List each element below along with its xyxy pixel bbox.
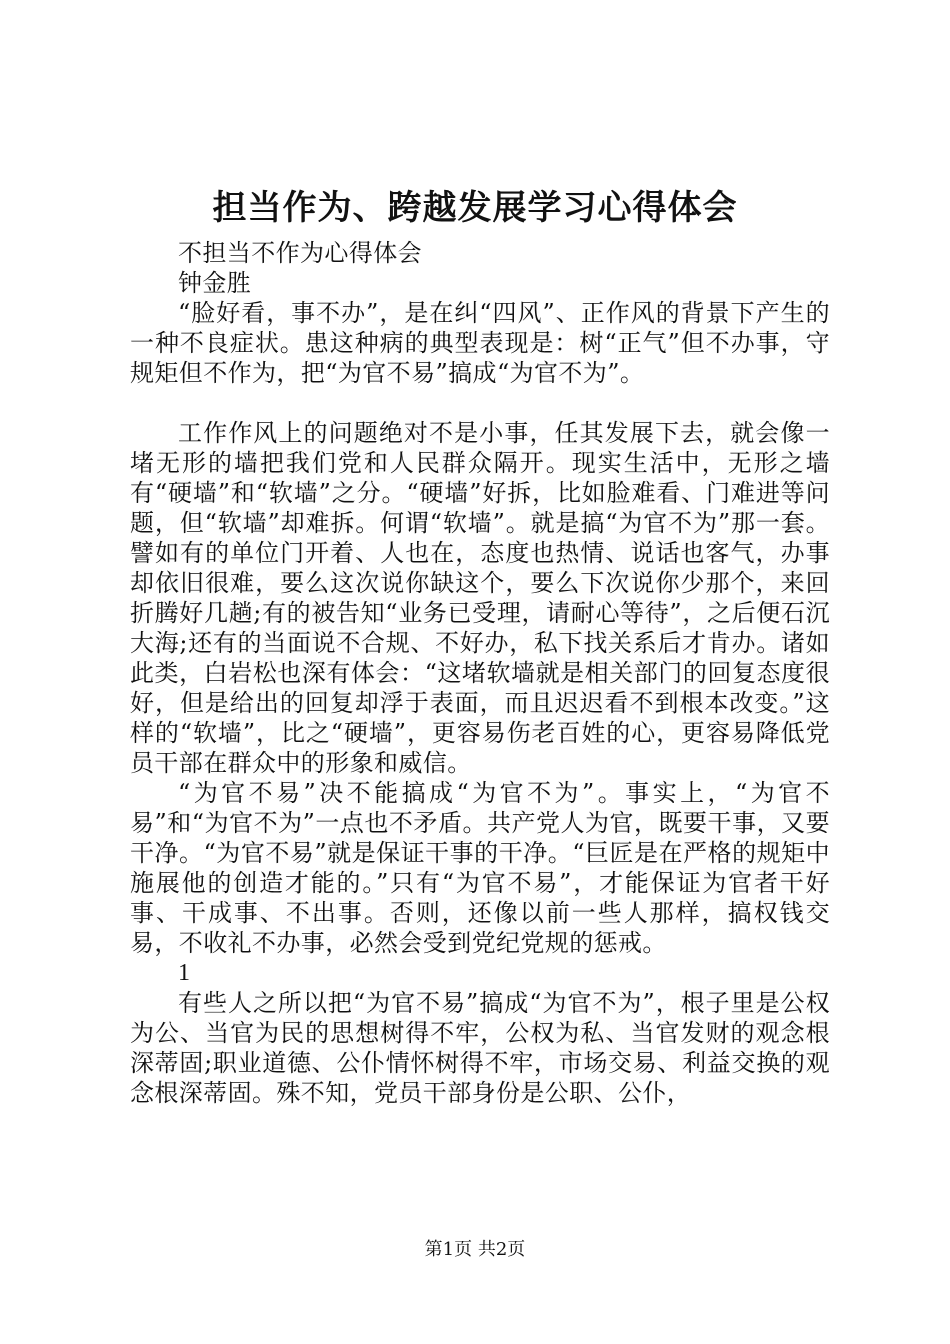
document-author: 钟金胜 <box>178 269 252 297</box>
document-body <box>130 238 830 1108</box>
page-footer: 第1页 共2页 <box>424 1239 526 1260</box>
paragraph: “为官不易”决不能搞成“为官不为”。事实上，“为官不易”和“为官不为”一点也不矛盾。共产党人为官，既要干事，又要干净。“为官不易”就是保证干事的干净。“巨匠是在严格的规矩中施展他的创造才能的。”只有“为官不易”，才能保证为官者干好事、干成事、不出事。否则，还像以前一些人那样，搞权钱交易，不收礼不办事，必然会受到党纪党规的惩戒。 <box>130 779 830 957</box>
document-subtitle: 不担当不作为心得体会 <box>178 239 422 267</box>
paragraph: 有些人之所以把“为官不易”搞成“为官不为”，根子里是公权为公、当官为民的思想树得不牢，公权为私、当官发财的观念根深蒂固;职业道德、公仆情怀树得不牢，市场交易、利益交换的观念根深蒂固。殊不知，党员干部身份是公职、公仆， <box>130 989 830 1107</box>
inline-page-number: 1 <box>178 960 191 986</box>
paragraph: “脸好看，事不办”，是在纠“四风”、正作风的背景下产生的一种不良症状。患这种病的典型表现是：树“正气”但不办事，守规矩但不作为，把“为官不易”搞成“为官不为”。 <box>130 299 830 387</box>
paragraph: 工作作风上的问题绝对不是小事，任其发展下去，就会像一堵无形的墙把我们党和人民群众隔开。现实生活中，无形之墙有“硬墙”和“软墙”之分。“硬墙”好拆，比如脸难看、门难进等问题，但“软墙”却难拆。何谓“软墙”。就是搞“为官不为”那一套。譬如有的单位门开着、人也在，态度也热情、说话也客气，办事却依旧很难，要么这次说你缺这个，要么下次说你少那个，来回折腾好几趟;有的被告知“业务已受理，请耐心等待”，之后便石沉大海;还有的当面说不合规、不好办，私下找关系后才肯办。诸如此类，白岩松也深有体会：“这堵软墙就是相关部门的回复态度很好，但是给出的回复却浮于表面，而且迟迟看不到根本改变。”这样的“软墙”，比之“硬墙”，更容易伤老百姓的心，更容易降低党员干部在群众中的形象和威信。 <box>130 419 830 777</box>
document-title: 担当作为、跨越发展学习心得体会 <box>212 188 738 228</box>
